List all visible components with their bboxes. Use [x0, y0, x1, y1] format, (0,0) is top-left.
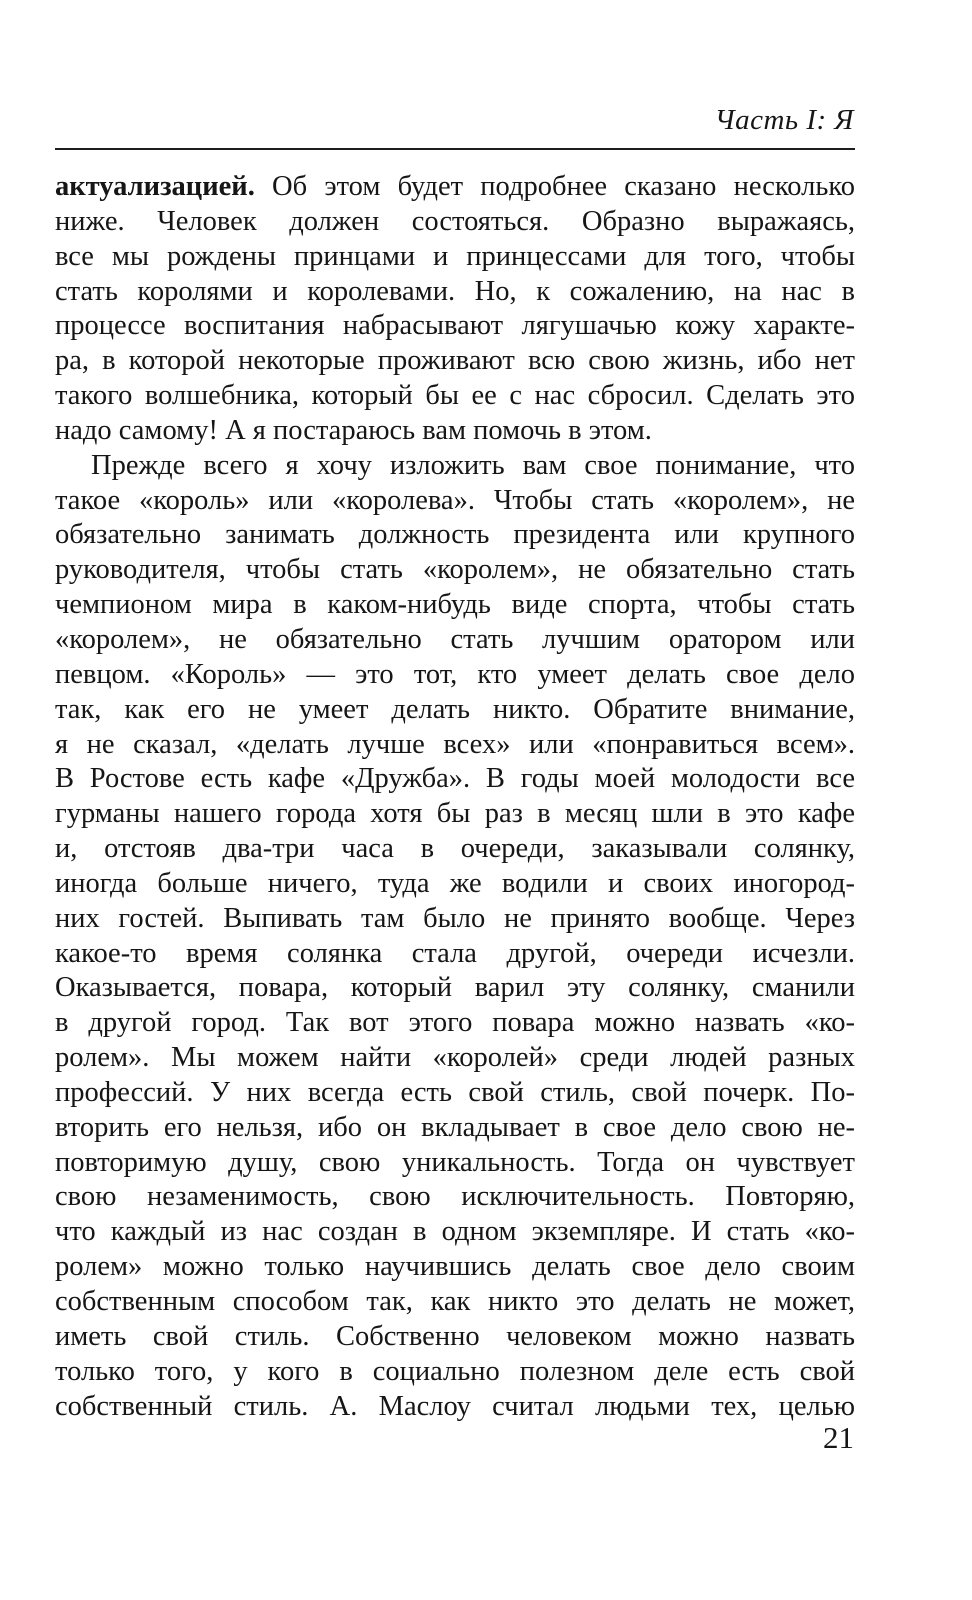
text-line: свою незаменимость, свою исключительность. Повторяю,: [55, 1181, 855, 1213]
text-line: иногда больше ничего, туда же водили и своих иногород-: [55, 867, 855, 899]
text-line: профессий. У них всегда есть свой стиль, свой почерк. По-: [55, 1076, 855, 1108]
text-line: такого волшебника, который бы ее с нас сбросил. Сделать это: [55, 380, 855, 412]
text-line: в другой город. Так вот этого повара можно назвать «ко-: [55, 1007, 855, 1039]
text-run: Об этом будет подробнее сказано несколько: [254, 171, 855, 202]
text-line: обязательно занимать должность президента или крупного: [55, 519, 855, 551]
text-line-1: [55, 170, 855, 205]
text-line: Оказывается, повара, который варил эту солянку, сманили: [55, 972, 855, 1004]
text-line: чемпионом мира в каком-нибудь виде спорта, чтобы стать: [55, 589, 855, 621]
text-line: только того, у кого в социально полезном деле есть свой: [55, 1355, 855, 1387]
text-line: «королем», не обязательно стать лучшим оратором или: [55, 623, 855, 655]
header-rule: [55, 148, 855, 150]
text-line: них гостей. Выпивать там было не принято вообще. Через: [55, 902, 855, 934]
text-line: Прежде всего я хочу изложить вам свое понимание, что: [91, 449, 855, 481]
text-line: ра, в которой некоторые проживают всю свою жизнь, ибо нет: [55, 345, 855, 377]
text-line: что каждый из нас создан в одном экземпляре. И стать «ко-: [55, 1216, 855, 1248]
text-line: собственным способом так, как никто это делать не может,: [55, 1286, 855, 1317]
text-line: и, отстояв два-три часа в очереди, заказывали солянку,: [55, 833, 855, 865]
text-line: я не сказал, «делать лучше всех» или «понравиться всем».: [55, 728, 855, 760]
text-line: певцом. «Король» — это тот, кто умеет делать свое дело: [55, 658, 855, 690]
text-line: так, как его не умеет делать никто. Обратите внимание,: [55, 693, 855, 725]
text-line: такое «король» или «королева». Чтобы стать «королем», не: [55, 484, 855, 516]
text-line: все мы рождены принцами и принцессами для того, чтобы: [55, 240, 855, 272]
text-line: ролем» можно только научившись делать свое дело своим: [55, 1251, 855, 1283]
text-line: ролем». Мы можем найти «королей» среди людей разных: [55, 1042, 855, 1074]
text-line: процессе воспитания набрасывают лягушачью кожу характе-: [55, 310, 855, 342]
text-line: В Ростове есть кафе «Дружба». В годы моей молодости все: [55, 763, 855, 795]
text-line: иметь свой стиль. Собственно человеком можно назвать: [55, 1320, 855, 1352]
body-text: [55, 170, 855, 1424]
text-line: вторить его нельзя, ибо он вкладывает в свое дело свою не-: [55, 1111, 855, 1143]
text-line: ниже. Человек должен состояться. Образно выражаясь,: [55, 205, 855, 237]
text-line: повторимую душу, свою уникальность. Тогда он чувствует: [55, 1146, 855, 1178]
text-line: собственный стиль. А. Маслоу считал людьми тех, целью: [55, 1390, 855, 1422]
text-line: руководителя, чтобы стать «королем», не обязательно стать: [55, 554, 855, 586]
text-line: надо самому! А я постараюсь вам помочь в этом.: [55, 414, 652, 446]
text-line: стать королями и королевами. Но, к сожалению, на нас в: [55, 275, 855, 307]
running-head: Часть I: Я: [714, 104, 854, 136]
page-number: 21: [823, 1420, 854, 1455]
text-line: какое-то время солянка стала другой, очереди исчезли.: [55, 937, 855, 969]
bold-term: актуализацией.: [55, 171, 255, 202]
text-line: гурманы нашего города хотя бы раз в месяц шли в это кафе: [55, 798, 855, 830]
